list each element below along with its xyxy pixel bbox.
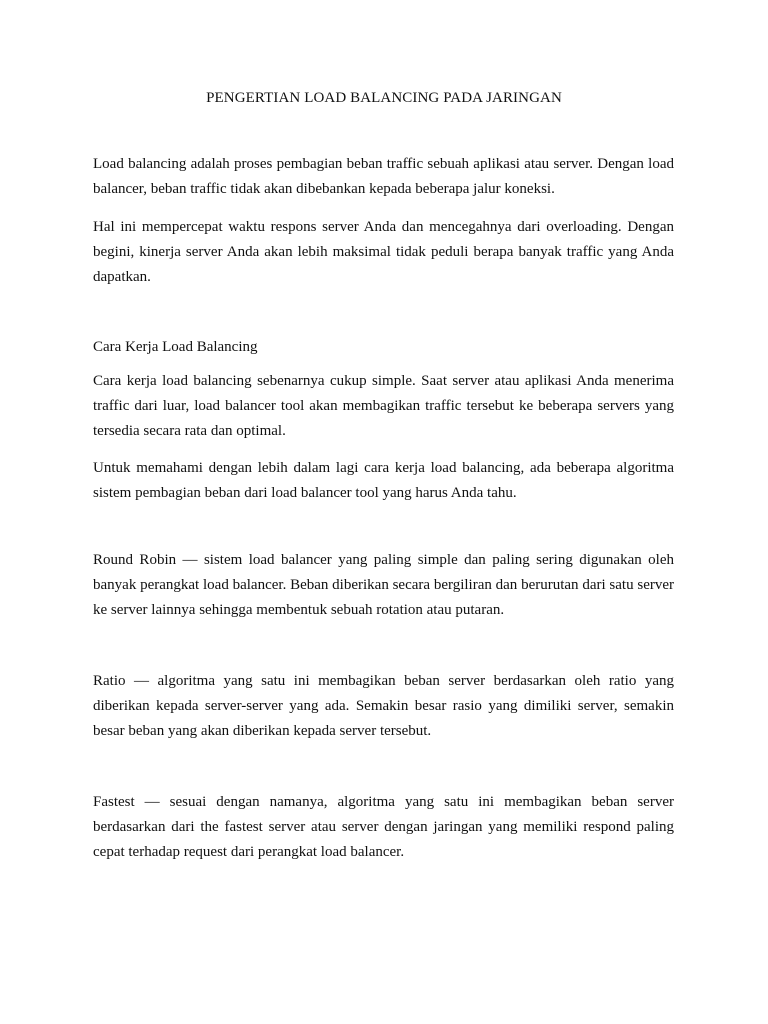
paragraph-how-it-works: Cara kerja load balancing sebenarnya cukup simple. Saat server atau aplikasi Anda menerima traffic dari luar, load balancer tool akan membagikan traffic tersebut ke beberapa servers yang tersedia secara rata dan optimal. — [93, 373, 674, 439]
paragraph-algorithms-intro: Untuk memahami dengan lebih dalam lagi cara kerja load balancing, ada beberapa algoritma sistem pembagian beban dari load balancer tool yang harus Anda tahu. — [93, 460, 674, 501]
paragraph-ratio: Ratio — algoritma yang satu ini membagikan beban server berdasarkan oleh ratio yang diberikan kepada server-server yang ada. Semakin besar rasio yang dimiliki server, semakin besar beban yang akan diberikan kepada server tersebut. — [93, 673, 674, 739]
paragraph-benefits: Hal ini mempercepat waktu respons server Anda dan mencegahnya dari overloading. Dengan begini, kinerja server Anda akan lebih maksimal tidak peduli berapa banyak traffic yang Anda dapatkan. — [93, 219, 674, 285]
paragraph-definition: Load balancing adalah proses pembagian beban traffic sebuah aplikasi atau server. Dengan load balancer, beban traffic tidak akan dibebankan kepada beberapa jalur koneksi. — [93, 156, 674, 197]
paragraph-fastest: Fastest — sesuai dengan namanya, algoritma yang satu ini membagikan beban server berdasarkan dari the fastest server atau server dengan jaringan yang memiliki respond paling cepat terhadap request dari perangkat load balancer. — [93, 794, 674, 860]
document-title: PENGERTIAN LOAD BALANCING PADA JARINGAN — [206, 90, 562, 106]
paragraph-round-robin: Round Robin — sistem load balancer yang paling simple dan paling sering digunakan oleh banyak perangkat load balancer. Beban diberikan secara bergiliran dan berurutan dari satu server ke server lainnya sehingga membentuk sebuah rotation atau putaran. — [93, 552, 674, 618]
section-heading-how-it-works: Cara Kerja Load Balancing — [93, 339, 258, 355]
